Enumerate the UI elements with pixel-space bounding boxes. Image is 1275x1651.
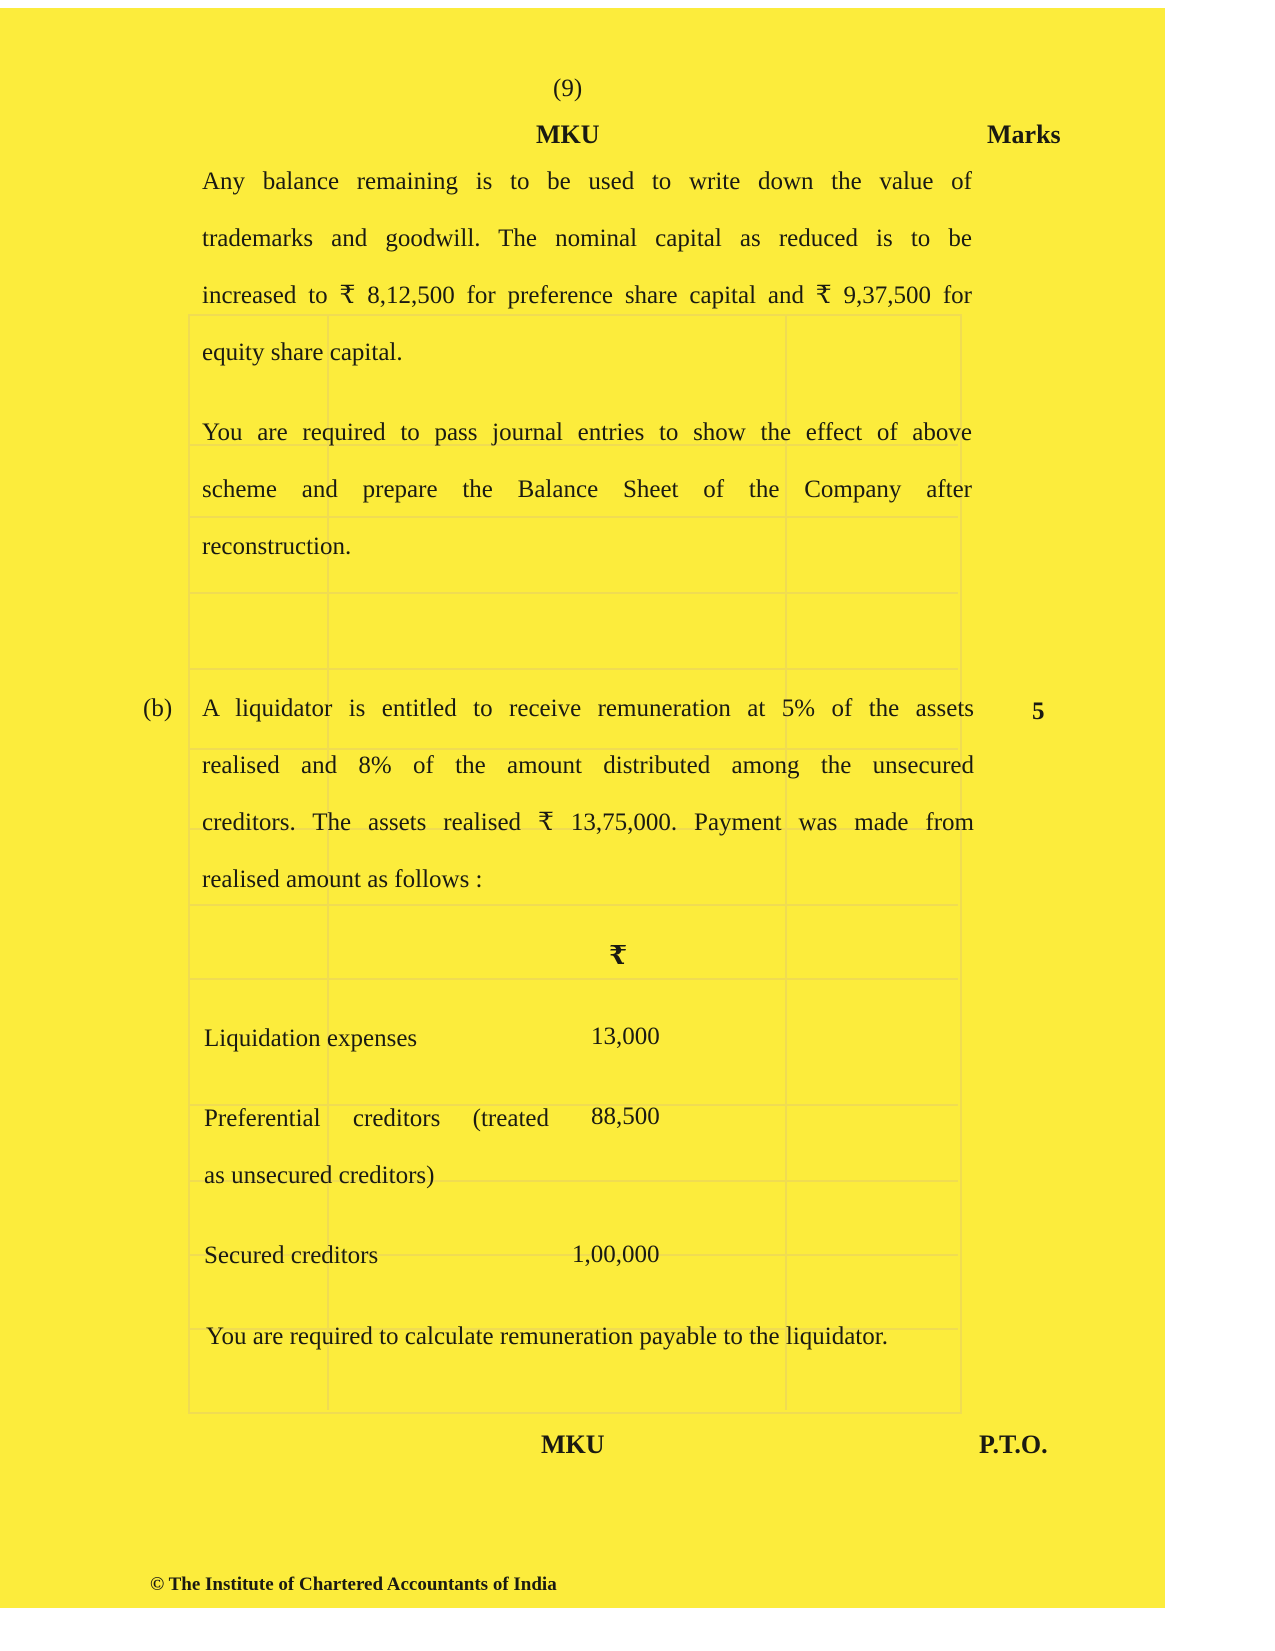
text-line: realised and 8% of the amount distributed among the unsecured — [202, 752, 974, 779]
payment-label: Secured creditors — [204, 1242, 379, 1269]
currency-column-heading: ₹ — [609, 941, 628, 970]
part-a-instruction — [202, 418, 972, 589]
part-b-marks: 5 — [1032, 698, 1045, 725]
page-number: (9) — [553, 75, 583, 102]
part-b-label: (b) — [143, 695, 173, 722]
text-line: Any balance remaining is to be used to write down the value of — [202, 168, 972, 195]
header-code: MKU — [536, 120, 600, 149]
payment-amount: 13,000 — [591, 1023, 660, 1050]
payment-amount: 88,500 — [591, 1103, 660, 1130]
text-line: realised amount as follows : — [202, 866, 483, 893]
text-line: creditors. The assets realised ₹ 13,75,000. Payment was made from — [202, 809, 974, 836]
part-b-paragraph — [202, 694, 974, 922]
text-line: trademarks and goodwill. The nominal capital as reduced is to be — [202, 225, 972, 252]
pto-label: P.T.O. — [979, 1430, 1048, 1459]
text-line: scheme and prepare the Balance Sheet of the Company after — [202, 476, 972, 503]
part-a-paragraph — [202, 167, 972, 395]
text-line: reconstruction. — [202, 533, 352, 560]
marks-column-heading: Marks — [987, 120, 1061, 149]
text-line: equity share capital. — [202, 339, 403, 366]
copyright-notice: © The Institute of Chartered Accountants of India — [150, 1574, 557, 1595]
payment-label — [204, 1104, 549, 1134]
footer-code: MKU — [541, 1430, 605, 1459]
payment-label-continuation: as unsecured creditors) — [204, 1162, 435, 1189]
text-line: increased to ₹ 8,12,500 for preference share capital and ₹ 9,37,500 for — [202, 282, 972, 309]
payment-amount: 1,00,000 — [572, 1241, 660, 1268]
part-b-instruction: You are required to calculate remuneration payable to the liquidator. — [206, 1323, 888, 1350]
payment-label: Liquidation expenses — [204, 1025, 418, 1052]
payment-label-line1: Preferential creditors (treated — [204, 1105, 549, 1132]
text-line: A liquidator is entitled to receive remuneration at 5% of the assets — [202, 695, 974, 722]
text-line: You are required to pass journal entries to show the effect of above — [202, 419, 972, 446]
